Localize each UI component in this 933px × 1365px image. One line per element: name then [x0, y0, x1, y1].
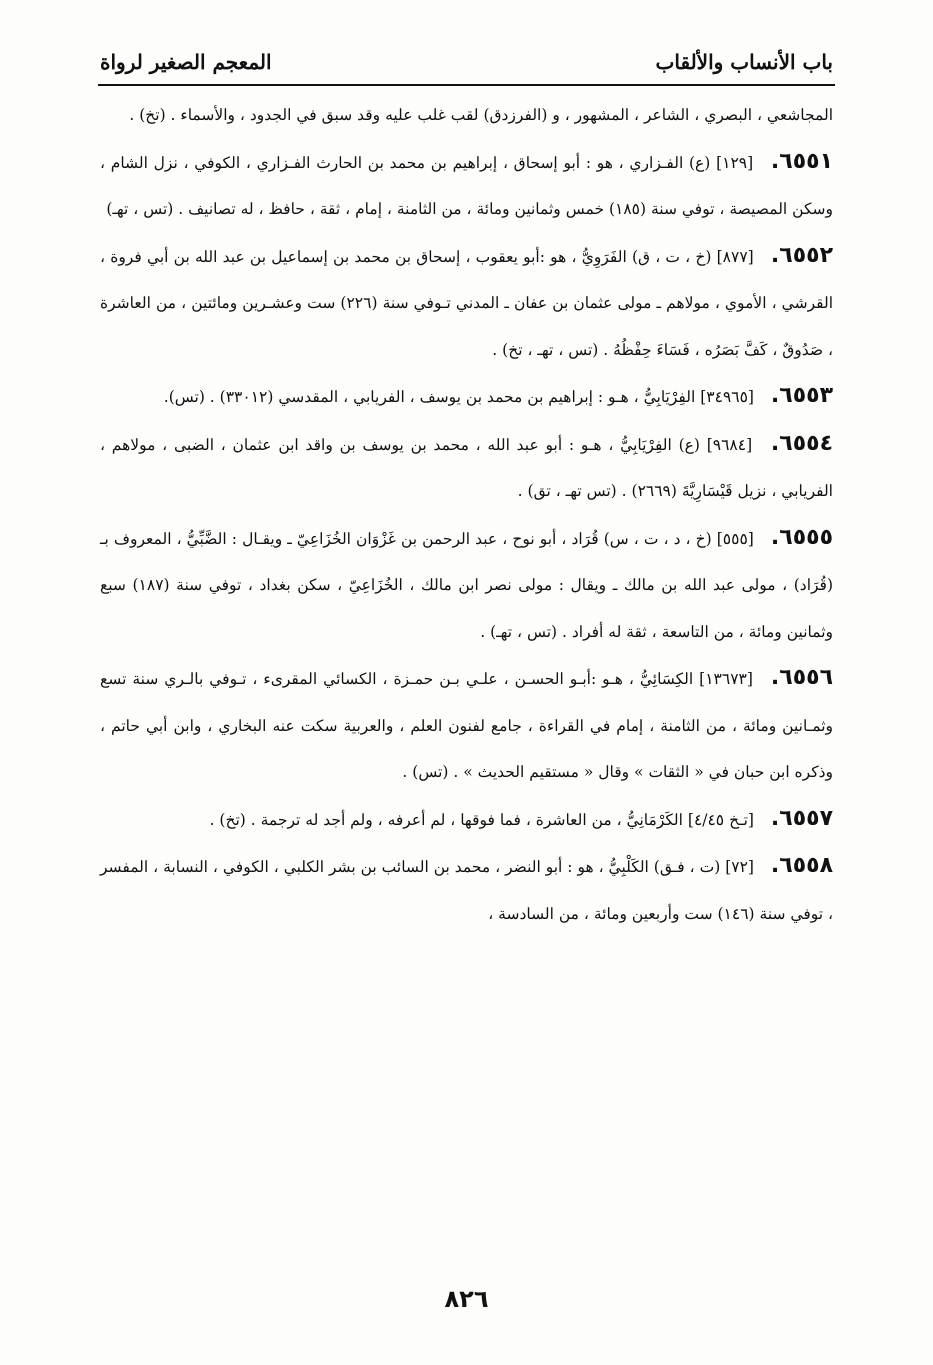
- entry-text: [٨٧٧] (خ ، ت ، ق) الفَرَوِيُّ ، هو :أبو يعقوب ، إسحاق بن محمد بن إسماعيل بن عبد الله بن أبي فروة ، القرشي ، الأموي ، مولاهم ـ مولى عثمان بن عفان ـ المدني تـوفي سنة (٢٢٦) ست وعشـرين ومائتين ، من العاشرة ، صَدُوقٌ ، كَفَّ بَصَرُه ، فَسَاءَ حِفْظُهُ . (تس ، تهـ ، تخ) .: [100, 247, 833, 359]
- entry-number: ٦٥٥٥.: [770, 524, 833, 550]
- entry-6558: [100, 843, 833, 937]
- entry-text: [تـخ ٤/٤٥] الكَرْمَانِيُّ ، من العاشرة ، فما فوقها ، لم أعرفه ، ولم أجد له ترجمة . (تخ) .: [209, 810, 754, 829]
- header-chapter-title: باب الأنساب والألقاب: [655, 50, 833, 74]
- entry-6551: [100, 139, 833, 233]
- header-book-title: المعجم الصغير لرواة: [100, 50, 272, 74]
- entry-text: [١٢٩] (ع) الفـزاري ، هو : أبو إسحاق ، إبراهيم بن محمد بن الحارث الفـزاري ، الكوفي ، نزل الشام ، وسكن المصيصة ، توفي سنة (١٨٥) خمس وثمانين ومائة ، من الثامنة ، إمام ، ثقة ، حافظ ، له تصانيف . (تس ، تهـ): [100, 153, 833, 218]
- entry-number: ٦٥٥٦.: [770, 665, 833, 690]
- header-divider: [98, 84, 835, 86]
- entry-6557: [100, 796, 833, 844]
- entry-number: ٦٥٥٢.: [770, 242, 833, 268]
- page-body: [100, 92, 833, 937]
- entry-text: [٧٢] (ت ، فـق) الكَلْبِيُّ ، هو : أبو النضر ، محمد بن السائب بن بشر الكلبي ، الكوفي ، النسابة ، المفسر ، توفي سنة (١٤٦) ست وأربعين ومائة ، من السادسة ،: [100, 858, 833, 923]
- entry-6556: [100, 655, 833, 796]
- entry-text: [٩٦٨٤] (ع) الفِرْيَابِيُّ ، هـو : أبو عبد الله ، محمد بن يوسف بن واقد ابن عثمان ، الضبى ، مولاهم ، الفريابي ، نزيل قَيْسَارِيَّةَ (٢٦٦٩) . (تس تهـ ، تق) .: [100, 435, 833, 500]
- running-header: [100, 40, 833, 84]
- entry-text: [٣٤٩٦٥] الفِرْيَابِيُّ ، هـو : إبراهيم بن محمد بن يوسف ، الفريابي ، المقدسي (٣٣٠١٢) . (تس).: [163, 388, 754, 406]
- entry-text: [٥٥٥] (خ ، د ، ت ، س) قُرَاد ، أبو نوح ، عبد الرحمن بن غَزْوَان الخُزَاعِيّ ـ ويقـال : الضَّبِّيُّ ، المعروف بـ (قُرَاد) ، مولى عبد الله بن مالك ـ ويقال : مولى نصر ابن مالك ، الخُزَاعِيّ ، سكن بغداد ، توفي سنة (١٨٧) سبع وثمانين ومائة ، من التاسعة ، ثقة له أفراد . (تس ، تهـ) .: [100, 529, 834, 641]
- entry-6555: [100, 515, 833, 656]
- entry-number: ٦٥٥١.: [770, 148, 833, 174]
- intro-paragraph: المجاشعي ، البصري ، الشاعر ، المشهور ، و (الفرزدق) لقب غلب عليه وقد سبق في الجدود ، والأسماء . (تخ) .: [129, 106, 833, 124]
- entry-number: ٦٥٥٨.: [770, 853, 833, 878]
- entry-number: ٦٥٥٧.: [770, 805, 833, 831]
- page-number: ٨٢٦: [444, 1285, 489, 1313]
- entry-number: ٦٥٥٤.: [770, 430, 833, 456]
- entry-6552: [100, 233, 833, 374]
- entry-number: ٦٥٥٣.: [770, 383, 833, 408]
- entry-6553: [100, 373, 833, 421]
- entry-6554: [100, 421, 833, 515]
- entry-text: [١٣٦٧٣] الكِسَائِيُّ ، هـو :أبـو الحسـن ، علـي بـن حمـزة ، الكسائي المقرىء ، تـوفي بالـري سنة تسع وثمـانين ومائة ، من الثامنة ، إمام في القراءة ، جامع لفنون العلم ، والعربية سكت عنه البخاري ، وابن أبي حاتم ، وذكره ابن حبان في « الثقات » وقال « مستقيم الحديث » . (تس) .: [100, 670, 833, 781]
